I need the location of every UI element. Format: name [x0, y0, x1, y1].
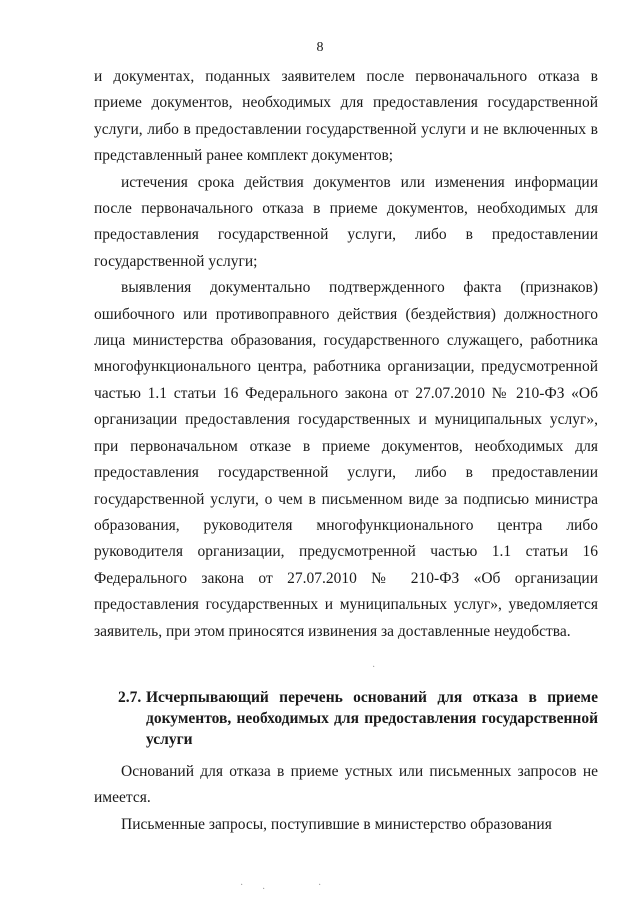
scan-speck: ·	[318, 880, 322, 891]
paragraph: выявления документально подтвержденного факта (признаков) ошибочного или противоправного действия (бездействия) должностного лица министерства образования, государственного служащего, работника многофункционального центра, работника организации, предусмотренной частью 1.1 статьи 16 Федерального закона от 27.07.2010 № 210-ФЗ «Об организации предоставления государственных и муниципальных услуг», при первоначальном отказе в приеме документов, необходимых для предоставления государственной услуги, либо в предоставлении государственной услуги, о чем в письменном виде за подписью министра образования, руководителя многофункционального центра либо руководителя организации, предусмотренной частью 1.1 статьи 16 Федерального закона от 27.07.2010 № 210-ФЗ «Об организации предоставления государственных и муниципальных услуг», уведомляется заявитель, при этом приносятся извинения за доставленные неудобства.	[94, 279, 598, 640]
paragraph: истечения срока действия документов или изменения информации после первоначального отказа в приеме документов, необходимых для предоставления государственной услуги, либо в предоставлении государственной услуги;	[94, 173, 598, 270]
scan-speck: ·	[240, 880, 244, 891]
scan-speck: ·	[262, 884, 266, 895]
scan-speck: ·	[372, 662, 376, 673]
body-text-top	[94, 64, 598, 645]
page-number: 8	[316, 40, 324, 55]
paragraph: Оснований для отказа в приеме устных или письменных запросов не имеется.	[94, 763, 598, 807]
body-text-bottom	[94, 759, 598, 838]
paragraph: и документах, поданных заявителем после первоначального отказа в приеме документов, необходимых для предоставления государственной услуги, либо в предоставлении государственной услуги и не включенных в представленный ранее комплект документов;	[94, 68, 598, 165]
section-title: Исчерпывающий перечень оснований для отказа в приеме документов, необходимых для предоставления государственной услуги	[146, 689, 598, 748]
section-heading	[118, 687, 598, 750]
paragraph: Письменные запросы, поступившие в министерство образования	[121, 815, 552, 833]
section-number: 2.7.	[118, 689, 142, 706]
